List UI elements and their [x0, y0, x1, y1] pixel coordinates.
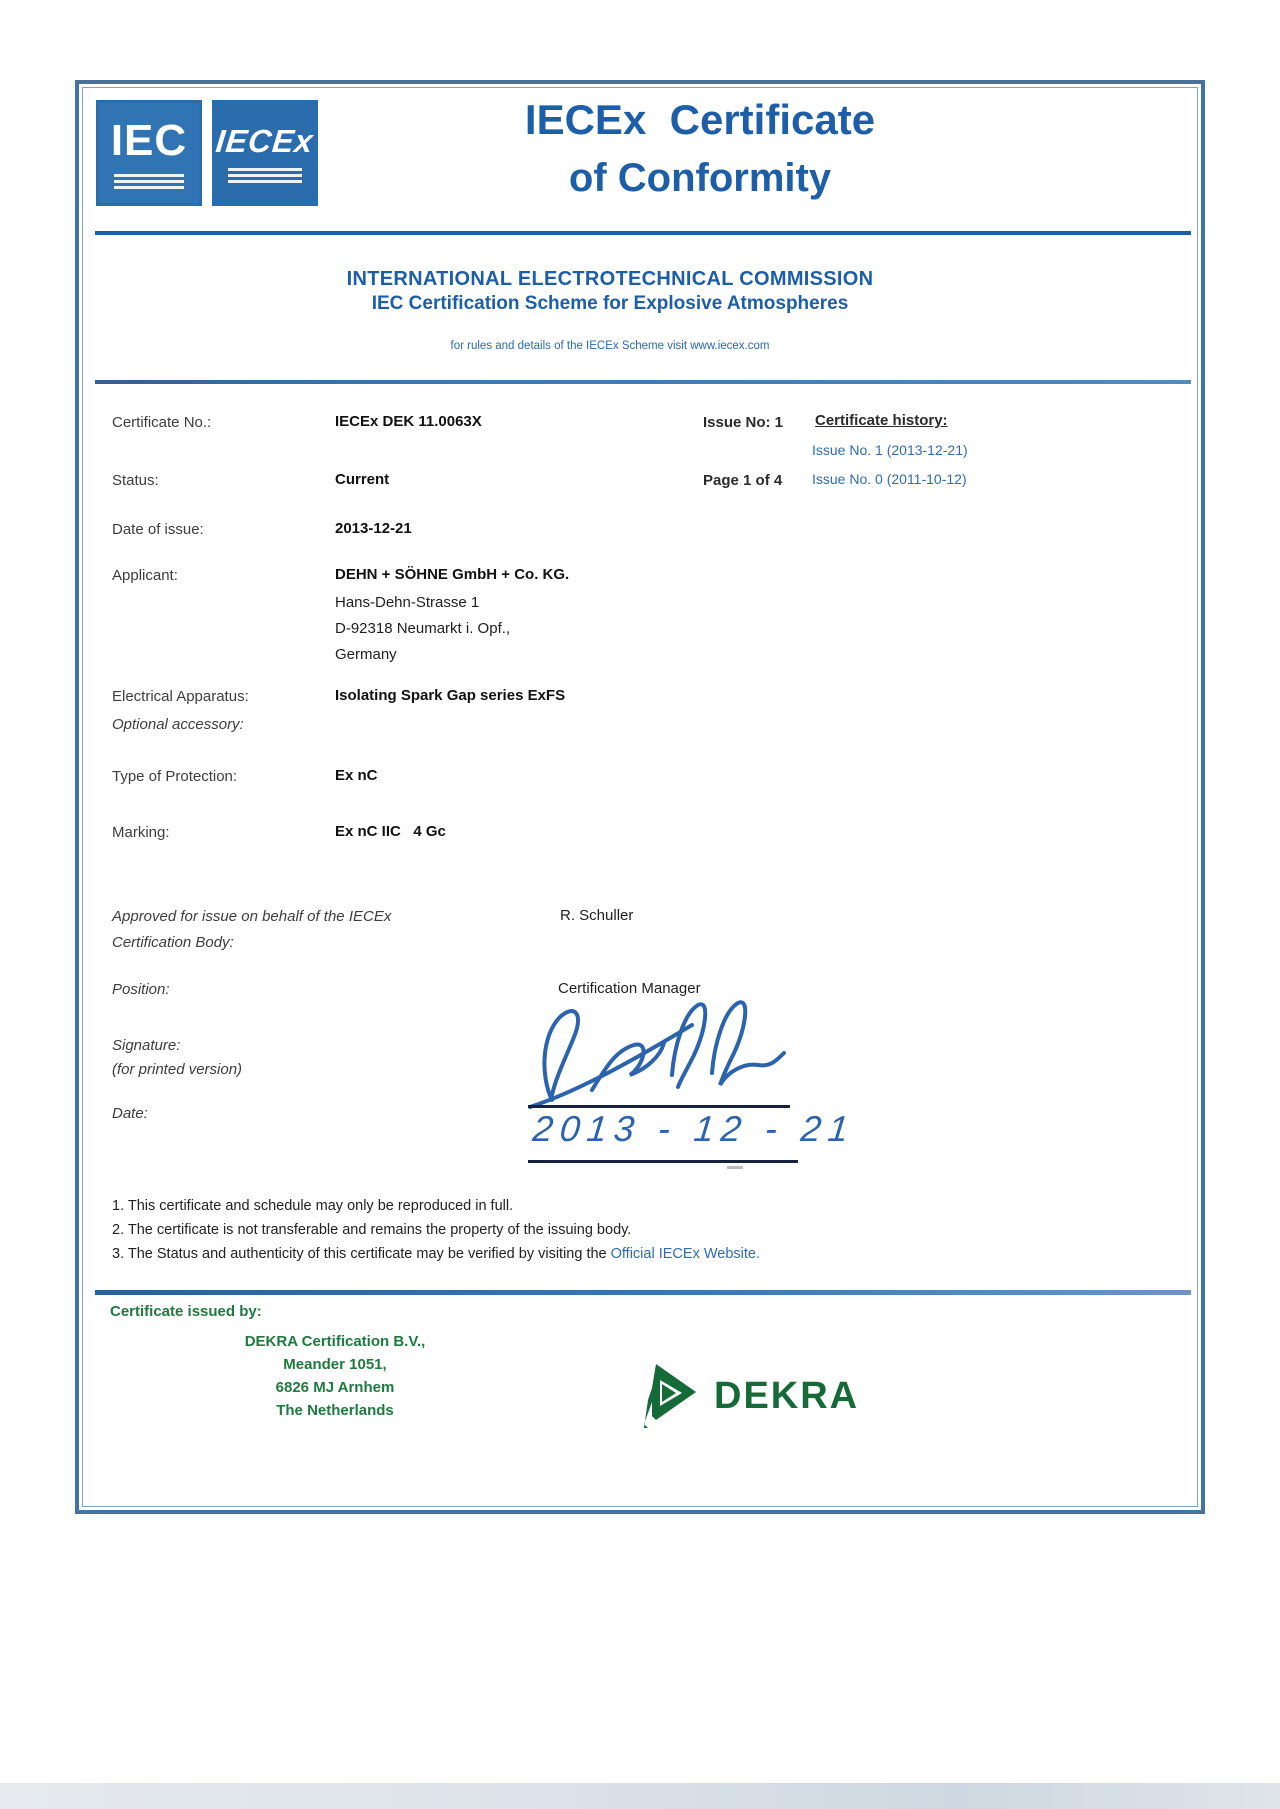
date-of-issue-label: Date of issue: — [112, 521, 204, 538]
status-label: Status: — [112, 472, 159, 489]
approved-label-line1: Approved for issue on behalf of the IECEx — [112, 908, 392, 925]
type-of-protection-label: Type of Protection: — [112, 768, 238, 785]
scan-speck — [727, 1166, 743, 1169]
dekra-arrow-icon — [642, 1362, 700, 1430]
top-divider — [95, 380, 1191, 384]
certificate-no-label: Certificate No.: — [112, 414, 212, 431]
electrical-apparatus-label: Electrical Apparatus: — [112, 688, 249, 705]
date-label: Date: — [112, 1105, 148, 1122]
optional-accessory-label: Optional accessory: — [112, 716, 244, 733]
dekra-wordmark: DEKRA — [714, 1374, 860, 1417]
issuer-address-line3: The Netherlands — [276, 1402, 394, 1419]
note-1: 1. This certificate and schedule may only be reproduced in full. — [112, 1198, 514, 1214]
certificate-history-label: Certificate history: — [815, 412, 948, 429]
note-3-text: 3. The Status and authenticity of this certificate may be verified by visiting the — [112, 1246, 611, 1262]
note-2: 2. The certificate is not transferable and remains the property of the issuing body. — [112, 1222, 632, 1238]
approved-name: R. Schuller — [560, 907, 634, 924]
issue-no-label: Issue No: 1 — [703, 414, 784, 431]
issuer-address-block — [215, 1330, 455, 1422]
issuer-address-line1: Meander 1051, — [283, 1356, 387, 1373]
marking-value: Ex nC IIC 4 Gc — [335, 823, 446, 840]
bottom-divider — [95, 1290, 1191, 1295]
applicant-address-line3: Germany — [335, 646, 397, 663]
type-of-protection-value: Ex nC — [335, 767, 378, 784]
scan-artifact-band — [0, 1783, 1280, 1809]
issuer-name: DEKRA Certification B.V., — [244, 1333, 426, 1350]
signature-label: Signature: — [112, 1037, 181, 1054]
applicant-address-line1: Hans-Dehn-Strasse 1 — [335, 594, 480, 611]
applicant-name: DEHN + SÖHNE GmbH + Co. KG. — [335, 566, 570, 583]
page-number-label: Page 1 of 4 — [703, 472, 783, 489]
position-value: Certification Manager — [558, 980, 701, 997]
dekra-logo — [642, 1362, 859, 1430]
org-scheme: IEC Certification Scheme for Explosive Atmospheres — [371, 293, 849, 314]
date-of-issue-value: 2013-12-21 — [335, 520, 412, 537]
org-name: INTERNATIONAL ELECTROTECHNICAL COMMISSION — [346, 268, 874, 290]
official-iecex-website-link[interactable]: Official IECEx Website. — [610, 1246, 760, 1262]
iec-logo-icon — [96, 100, 202, 206]
signature-note: (for printed version) — [112, 1061, 243, 1078]
approved-label-line2: Certification Body: — [112, 934, 234, 951]
iecex-logo-icon — [212, 100, 318, 206]
handwritten-date: 2013 - 12 - 21 — [530, 1108, 858, 1149]
certificate-title-line1: IECEx Certificate — [524, 96, 876, 143]
signature-image — [522, 995, 802, 1115]
note-3 — [112, 1246, 760, 1262]
certificate-no-value: IECEx DEK 11.0063X — [335, 413, 482, 430]
date-underline — [528, 1160, 798, 1163]
iecex-logo-lines — [228, 165, 302, 186]
iecex-logo-text: IECEx — [214, 122, 316, 159]
status-value: Current — [335, 471, 390, 488]
applicant-label: Applicant: — [112, 567, 178, 584]
issued-by-label: Certificate issued by: — [110, 1303, 262, 1320]
position-label: Position: — [112, 981, 170, 998]
electrical-apparatus-value: Isolating Spark Gap series ExFS — [335, 687, 566, 704]
history-link-issue0[interactable]: Issue No. 0 (2011-10-12) — [812, 471, 967, 487]
certificate-title-line2: of Conformity — [568, 156, 832, 200]
org-note: for rules and details of the IECEx Scheme visit www.iecex.com — [450, 340, 770, 352]
history-link-issue1[interactable]: Issue No. 1 (2013-12-21) — [812, 442, 968, 458]
marking-label: Marking: — [112, 824, 170, 841]
iec-logo-lines — [114, 171, 184, 192]
issuer-address-line2: 6826 MJ Arnhem — [275, 1379, 395, 1396]
applicant-address-line2: D-92318 Neumarkt i. Opf., — [335, 620, 511, 637]
iec-logo-text: IEC — [110, 115, 188, 165]
header-rule — [95, 231, 1191, 235]
